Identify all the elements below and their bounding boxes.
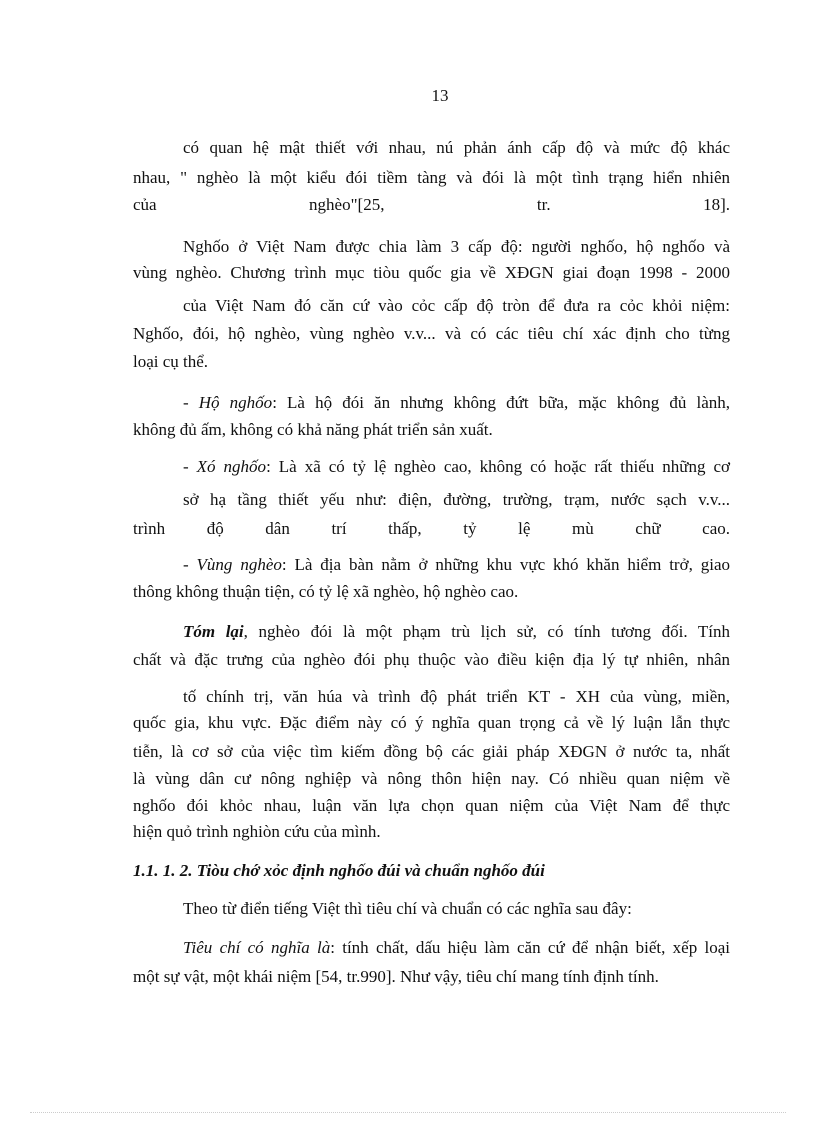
- definition-line: [183, 554, 730, 576]
- term-vung-ngheo: Vùng nghèo: [196, 555, 282, 574]
- page-bottom-divider: [30, 1112, 786, 1113]
- definition-line: [183, 392, 730, 414]
- text-line: sở hạ tầng thiết yếu như: điện, đường, trường, trạm, nước sạch v.v...: [183, 490, 730, 509]
- definition-text: : Là hộ đói ăn nhưng không đứt bữa, mặc không đủ lành,: [272, 393, 730, 412]
- text-line: quốc gia, khu vực. Đặc điểm này có ý nghĩa quan trọng cả về lý luận lẫn thực: [133, 713, 730, 732]
- text-line: tố chính trị, văn húa và trình độ phát triển KT - XH của vùng, miền,: [183, 687, 730, 706]
- text-line: thông không thuận tiện, có tỷ lệ xã nghèo, hộ nghèo cao.: [133, 582, 519, 601]
- text-line: trình độ dân trí thấp, tỷ lệ mù chữ cao.: [133, 519, 730, 538]
- text-line: hiện quỏ trình nghiòn cứu của mình.: [133, 822, 381, 841]
- text-line: của nghèo"[25, tr. 18].: [133, 195, 730, 214]
- dash: -: [183, 457, 197, 476]
- definition-line: [183, 456, 730, 478]
- definition-text: : tính chất, dấu hiệu làm căn cứ để nhận biết, xếp loại: [330, 938, 730, 957]
- text-line: chất và đặc trưng của nghèo đói phụ thuộc vào điều kiện địa lý tự nhiên, nhân: [133, 650, 730, 669]
- text-line: nghốo đói khỏc nhau, luận văn lựa chọn quan niệm của Việt Nam để thực: [133, 796, 730, 815]
- section-heading: 1.1. 1. 2. Tiòu chớ xỏc định nghốo đúi và chuẩn nghốo đúi: [133, 861, 545, 880]
- text-line: của Việt Nam đó căn cứ vào cỏc cấp độ tròn để đưa ra cỏc khỏi niệm:: [183, 296, 730, 315]
- summary-text: , nghèo đói là một phạm trù lịch sử, có tính tương đối. Tính: [243, 622, 730, 641]
- dash: -: [183, 393, 199, 412]
- text-line: loại cụ thể.: [133, 352, 209, 371]
- definition-line: [183, 937, 730, 959]
- text-line: Nghốo ở Việt Nam được chia làm 3 cấp độ: người nghốo, hộ nghốo và: [183, 237, 730, 256]
- text-line: Theo từ điển tiếng Việt thì tiêu chí và chuẩn có các nghĩa sau đây:: [183, 899, 632, 918]
- text-line: vùng nghèo. Chương trình mục tiòu quốc gia về XĐGN giai đoạn 1998 - 2000: [133, 263, 730, 282]
- term-xa-ngheo: Xó nghốo: [196, 457, 267, 476]
- page-number: 13: [431, 86, 449, 105]
- text-line: tiễn, là cơ sở của việc tìm kiếm đồng bộ các giải pháp XĐGN ở nước ta, nhất: [133, 742, 730, 761]
- definition-text: : Là địa bàn nằm ở những khu vực khó khăn hiểm trở, giao: [281, 555, 730, 574]
- dash: -: [183, 555, 197, 574]
- term-ho-ngheo: Hộ nghốo: [198, 393, 273, 412]
- text-line: Nghốo, đói, hộ nghèo, vùng nghèo v.v... và có các tiêu chí xác định cho từng: [133, 324, 730, 343]
- text-line: có quan hệ mật thiết với nhau, nú phản ánh cấp độ và mức độ khác: [183, 138, 730, 157]
- summary-line: [183, 621, 730, 643]
- definition-text: : Là xã có tỷ lệ nghèo cao, không có hoặc rất thiếu những cơ: [266, 457, 730, 476]
- term-tom-lai: Tóm lại: [183, 622, 244, 641]
- text-line: không đủ ấm, không có khả năng phát triển sản xuất.: [133, 420, 493, 439]
- text-line: một sự vật, một khái niệm [54, tr.990]. Như vậy, tiêu chí mang tính định tính.: [133, 967, 659, 986]
- text-line: nhau, " nghèo là một kiểu đói tiềm tàng và đói là một tình trạng hiển nhiên: [133, 168, 730, 187]
- text-line: là vùng dân cư nông nghiệp và nông thôn hiện nay. Có nhiều quan niệm về: [133, 769, 730, 788]
- term-tieu-chi: Tiêu chí có nghĩa là: [183, 938, 331, 957]
